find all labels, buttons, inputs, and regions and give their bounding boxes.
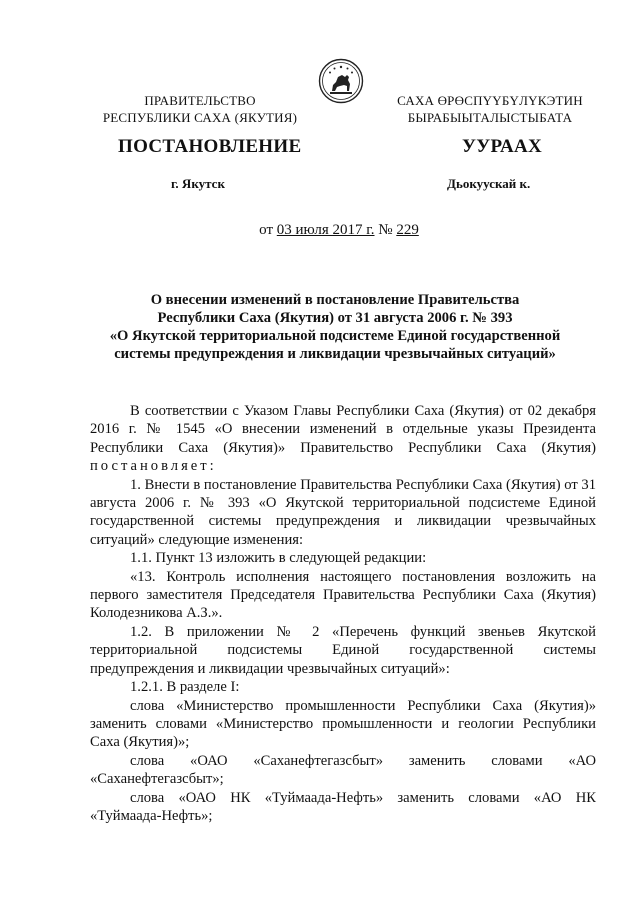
document-number: 229 bbox=[396, 222, 419, 238]
city-label-yakut: Дьокуускай к. bbox=[447, 176, 531, 191]
document-date: 03 июля 2017 г. bbox=[276, 222, 375, 238]
paragraph-replacement-1: слова «Министерство промышленности Республики Саха (Якутия)» заменить словами «Министерство промышленности и геологии Республики Саха (Якутия)»; bbox=[90, 697, 596, 751]
heading-line2: Республики Саха (Якутия) от 31 августа 2006 г. № 393 bbox=[157, 310, 513, 326]
paragraph-preamble bbox=[90, 402, 596, 476]
date-prefix: от bbox=[259, 222, 277, 238]
paragraph-replacement-3: слова «ОАО НК «Туймаада-Нефть» заменить словами «АО НК «Туймаада-Нефть»; bbox=[90, 789, 596, 824]
right-org-line2: БЫРАБЫЫТАЛЫСТЫБАТА bbox=[407, 110, 573, 125]
city-label: г. Якутск bbox=[171, 176, 225, 191]
paragraph-replacement-2: слова «ОАО «Саханефтегазсбыт» заменить словами «АО «Саханефтегазсбыт»; bbox=[90, 752, 596, 788]
document-body bbox=[90, 402, 596, 825]
left-org-line2: РЕСПУБЛИКИ САХА (ЯКУТИЯ) bbox=[102, 110, 298, 125]
paragraph-item-13-text: «13. Контроль исполнения настоящего постановления возложить на первого заместителя Председателя Правительства Республики Саха (Якутия) Колодезникова А.З.». bbox=[90, 568, 596, 622]
heading-line3: «О Якутской территориальной подсистеме Единой государственной bbox=[109, 328, 561, 344]
resolves-word: постановляет: bbox=[90, 458, 217, 475]
paragraph-item-1-1: 1.1. Пункт 13 изложить в следующей редакции: bbox=[130, 550, 427, 567]
date-and-number bbox=[0, 222, 640, 239]
paragraph-item-1-2: 1.2. В приложении № 2 «Перечень функций звеньев Якутской территориальной подсистемы Единой государственной системы предупреждения и ликвидации чрезвычайных ситуаций»: bbox=[90, 623, 596, 677]
heading-line4: системы предупреждения и ликвидации чрезвычайных ситуаций» bbox=[114, 346, 556, 362]
preamble-text: В соответствии с Указом Главы Республики Саха (Якутия) от 02 декабря 2016 г. № 1545 «О внесении изменений в отдельные указы Президента Республики Саха (Якутия)» Правительство Республики Саха (Якутия) bbox=[90, 403, 596, 456]
document-heading bbox=[90, 291, 580, 363]
left-org-line1: ПРАВИТЕЛЬСТВО bbox=[144, 93, 256, 108]
document-type-title-yakut: УУРААХ bbox=[462, 136, 543, 157]
republic-emblem-icon bbox=[318, 58, 364, 104]
paragraph-item-1-2-1: 1.2.1. В разделе I: bbox=[130, 679, 240, 696]
right-organization-name bbox=[380, 92, 600, 126]
document-type-title: ПОСТАНОВЛЕНИЕ bbox=[118, 136, 302, 157]
number-prefix: № bbox=[374, 222, 397, 238]
paragraph-item-1: 1. Внести в постановление Правительства Республики Саха (Якутия) от 31 августа 2006 г. № 393 «О Якутской территориальной подсистеме Единой государственной системы предупреждения и ликвидации чрезвычайных ситуаций» следующие изменения: bbox=[90, 476, 596, 548]
left-organization-name bbox=[90, 92, 310, 126]
heading-line1: О внесении изменений в постановление Правительства bbox=[150, 292, 520, 308]
right-org-line1: САХА ӨРӨСПҮҮБҮЛҮКЭТИН bbox=[397, 93, 583, 108]
